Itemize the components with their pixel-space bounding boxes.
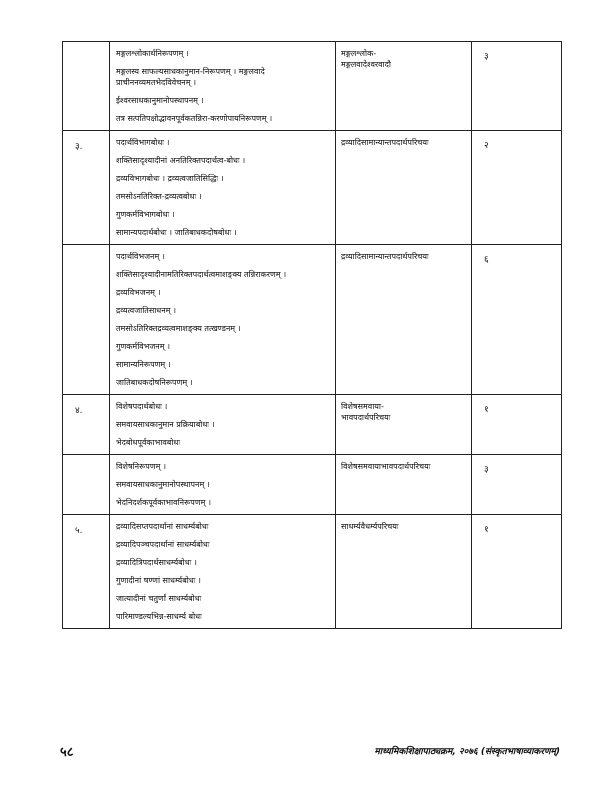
period-count: ६ (472, 245, 562, 395)
topic-line: भावपदार्थपरिचयः (341, 413, 391, 422)
table-row (63, 515, 562, 629)
table-row (63, 455, 562, 515)
content-cell (110, 515, 336, 629)
content-line: सामान्यपदार्थबोधः । जातिबाधकदोषबोधः । (116, 228, 237, 237)
topic-line: विशेषसमवायाभावपदार्थपरिचयः (341, 462, 431, 471)
topic-cell (336, 515, 472, 629)
table-row (63, 395, 562, 455)
period-count: २ (472, 131, 562, 245)
content-line: ईश्वरसाधकानुमानोपस्थापनम् । (116, 96, 204, 105)
topic-line: द्रव्यादिसामान्यान्तपदार्थपरिचयः (341, 252, 429, 261)
running-head: माध्यमिकशिक्षापाठ्यक्रम, २०७६ (संस्कृतभाषाव्याकरणम्) (374, 747, 560, 757)
unit-number: ४. (63, 395, 110, 455)
content-line: तत्र सत्पतिपक्षोद्भावनपूर्वकतन्निरा-करणोपायनिरूपणम् । (116, 114, 273, 123)
content-cell (110, 245, 336, 395)
content-line: द्रव्यादिसप्तपदार्थानां साधर्म्यबोधः (116, 522, 209, 531)
page-number: ५८ (60, 745, 74, 760)
topic-line: द्रव्यादिसामान्यान्तपदार्थपरिचयः (341, 138, 429, 147)
content-line: द्रव्यविभजनम् । (116, 288, 161, 297)
unit-number (63, 455, 110, 515)
syllabus-table (62, 41, 562, 629)
page-footer (60, 742, 560, 758)
topic-cell (336, 455, 472, 515)
content-line: विशेषपदार्थबोधः । (116, 402, 168, 411)
topic-cell (336, 245, 472, 395)
content-line: समवायसाधकानुमान प्रक्रियाबोधः । (116, 420, 215, 429)
content-cell (110, 42, 336, 131)
content-line: पारिमाण्डल्यभिन्न-साधर्म्य बोधः (116, 612, 202, 621)
content-line: शक्तिसादृश्यादीनामतिरिक्तपदार्थत्वमाशङ्क्य तन्निराकरणम् । (116, 270, 287, 279)
content-line: समवायसाधकानुमानोपस्थापनम् । (116, 480, 210, 489)
content-line: मङ्गलश्लोकार्थनिरूपणम् । (116, 49, 189, 58)
content-line: द्रव्यादिपञ्चपदार्थानां साधर्म्यबोधः (116, 540, 210, 549)
content-line: जात्यादीनां चतुर्णां साधर्म्यबोधः (116, 594, 202, 603)
content-line: जातिबाधकदोषनिरूपणम् । (116, 378, 193, 387)
table-row (63, 245, 562, 395)
content-line: मङ्गलस्य साफल्यसाधकानुमान-निरूपणम् । मङ्गलवादे प्राचीननव्यमतभेदविवेचनम् । (116, 67, 265, 87)
topic-line: मङ्गलवादेश्वरवादौ (341, 60, 391, 69)
content-cell (110, 455, 336, 515)
table-row (63, 42, 562, 131)
content-line: द्रव्यविभागबोधः । द्रव्यत्वजातिसिद्धिः । (116, 174, 224, 183)
content-line: पदार्थविभागबोधः । (116, 138, 170, 147)
content-cell (110, 131, 336, 245)
content-line: सामान्यनिरूपणम् । (116, 360, 171, 369)
period-count: १ (472, 395, 562, 455)
topic-cell (336, 42, 472, 131)
period-count: ३ (472, 455, 562, 515)
topic-cell (336, 395, 472, 455)
period-count: ३ (472, 42, 562, 131)
period-count: १ (472, 515, 562, 629)
content-cell (110, 395, 336, 455)
content-line: पदार्थविभजनम् । (116, 252, 165, 261)
topic-line: मङ्गलश्लोक- (341, 49, 377, 58)
topic-cell (336, 131, 472, 245)
content-line: विशेषनिरूपणम् । (116, 462, 166, 471)
content-line: गुणकर्मविभागबोधः । (116, 210, 175, 219)
content-line: तमसोऽनतिरिक्त-द्रव्यत्वबोधः । (116, 192, 202, 201)
content-line: गुणकर्मविभजनम् । (116, 342, 171, 351)
unit-number (63, 42, 110, 131)
unit-number: ५. (63, 515, 110, 629)
content-line: द्रव्यत्वजातिसाधनम् । (116, 306, 177, 315)
unit-number: ३. (63, 131, 110, 245)
content-line: द्रव्यादित्रिपदार्थसाधर्म्यबोधः । (116, 558, 197, 567)
content-line: गुणादीनां षण्णां साधर्म्यबोधः । (116, 576, 201, 585)
unit-number (63, 245, 110, 395)
topic-line: साधर्म्यवैधर्म्यपरिचयः (341, 522, 399, 531)
content-line: तमसोऽतिरिक्तद्रव्यत्वमाशङ्क्य तत्खण्डनम् । (116, 324, 241, 333)
content-line: भेदनिदर्शकपूर्वकाभावनिरूपणम् । (116, 498, 211, 507)
table-row (63, 131, 562, 245)
content-line: भेदबोधपूर्वकाभावबोधः (116, 438, 180, 447)
content-line: शक्तिसादृश्यादीनां अनतिरिक्तपदार्थत्व-बोधः । (116, 156, 246, 165)
topic-line: विशेषसमवाया- (341, 402, 384, 411)
